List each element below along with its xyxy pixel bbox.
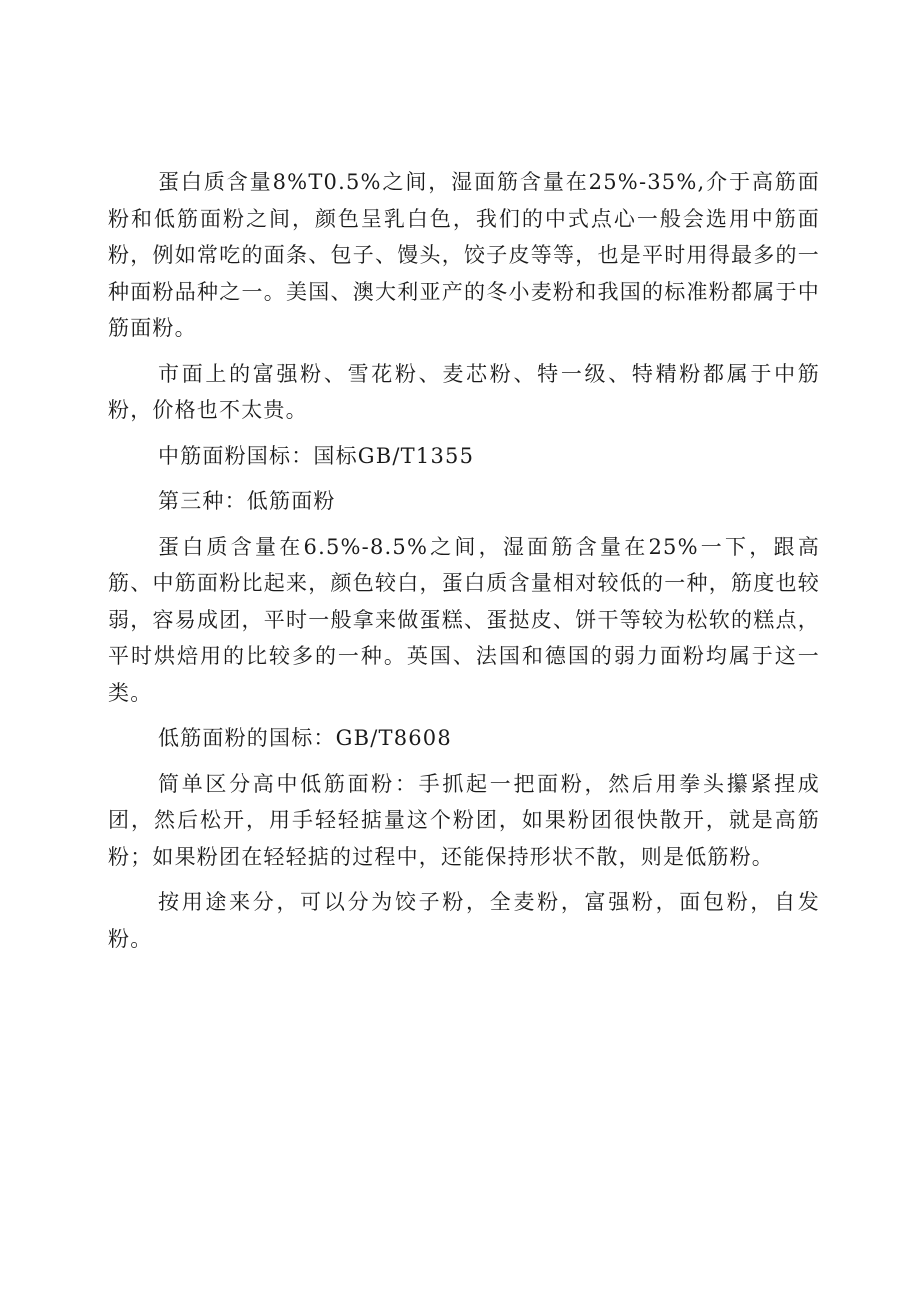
paragraph-low-gluten-standard: 低筋面粉的国标：GB/T8608 (158, 726, 452, 750)
paragraph-low-gluten-description: 蛋白质含量在6.5%-8.5%之间，湿面筋含量在25%一下，跟高筋、中筋面粉比起来，颜色较白，蛋白质含量相对较低的一种，筋度也较弱，容易成团，平时一般拿来做蛋糕、蛋挞皮、饼干等较为松软的糕点，平时烘焙用的比较多的一种。英国、法国和德国的弱力面粉均属于这一类。 (108, 534, 820, 705)
document-page (108, 164, 820, 966)
paragraph-medium-gluten-standard: 中筋面粉国标：国标GB/T1355 (158, 443, 475, 468)
paragraph-medium-gluten-description: 蛋白质含量8%T0.5%之间，湿面筋含量在25%-35%,介于高筋面粉和低筋面粉之间，颜色呈乳白色，我们的中式点心一般会选用中筋面粉，例如常吃的面条、包子、馒头，饺子皮等等，也是平时用得最多的一种面粉品种之一。美国、澳大利亚产的冬小麦粉和我国的标准粉都属于中筋面粉。 (108, 170, 820, 340)
paragraph-by-usage: 按用途来分，可以分为饺子粉，全麦粉，富强粉，面包粉，自发粉。 (108, 890, 820, 951)
paragraph-distinguish-method: 简单区分高中低筋面粉：手抓起一把面粉，然后用拳头攥紧捏成团，然后松开，用手轻轻掂量这个粉团，如果粉团很快散开，就是高筋粉；如果粉团在轻轻掂的过程中，还能保持形状不散，则是低筋粉。 (108, 771, 820, 869)
paragraph-medium-gluten-market: 市面上的富强粉、雪花粉、麦芯粉、特一级、特精粉都属于中筋粉，价格也不太贵。 (108, 361, 820, 422)
paragraph-third-type-heading: 第三种：低筋面粉 (158, 489, 336, 513)
